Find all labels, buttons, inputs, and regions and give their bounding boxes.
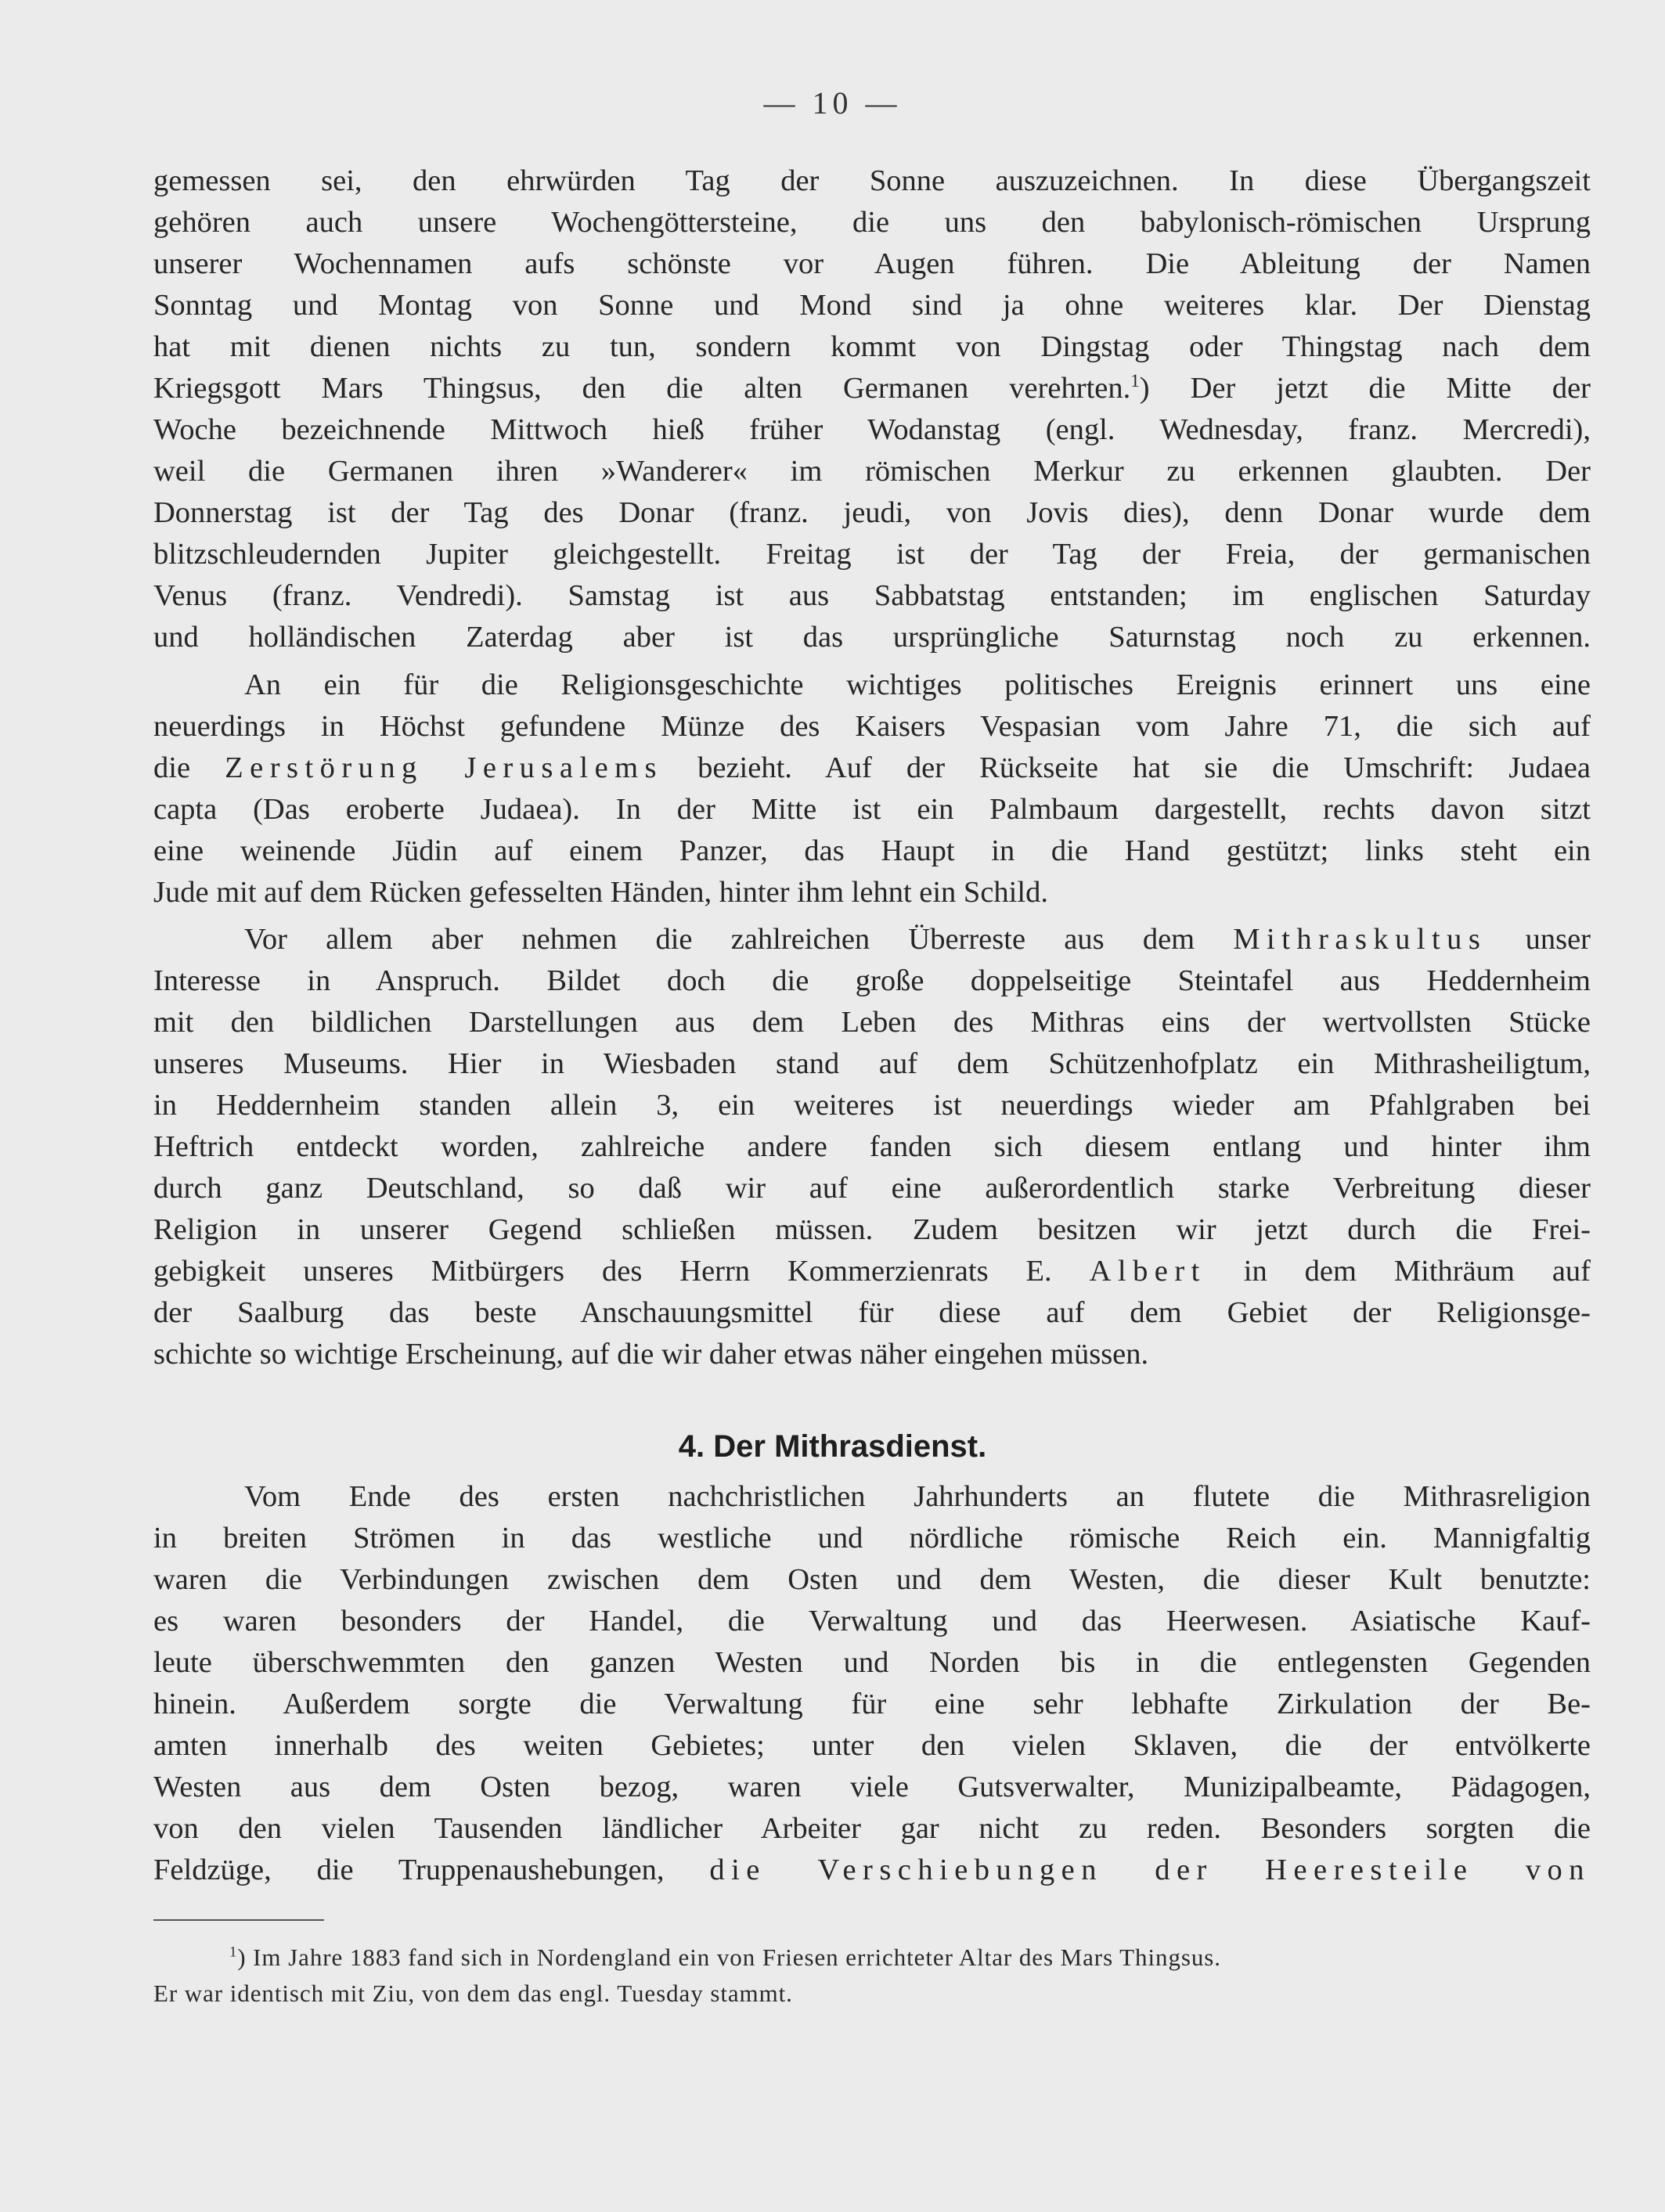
text-line <box>153 1855 1591 1886</box>
text-line: Venus (franz. Vendredi). Samstag ist aus Sabbatstag entstanden; im englischen Saturday <box>153 579 1591 612</box>
text-line: amten innerhalb des weiten Gebietes; unter den vielen Sklaven, die der entvölkerte <box>153 1729 1591 1762</box>
text-line: Jude mit auf dem Rücken gefesselten Händen, hinter ihm lehnt ein Schild. <box>153 876 1048 909</box>
text-segment: bezieht. Auf der Rückseite hat sie die Umschrift: Judaea <box>663 751 1591 784</box>
text-line: Religion in unserer Gegend schließen müssen. Zudem besitzen wir jetzt durch die Frei- <box>153 1213 1591 1246</box>
footnote-line: Er war identisch mit Ziu, von dem das engl. Tuesday stammt. <box>153 1980 793 2007</box>
text-line: gemessen sei, den ehrwürden Tag der Sonne auszuzeichnen. In diese Übergangszeit <box>153 164 1591 197</box>
text-line: capta (Das eroberte Judaea). In der Mitte ist ein Palmbaum dargestellt, rechts davon sitzt <box>153 793 1591 826</box>
text-line: durch ganz Deutschland, so daß wir auf eine außerordentlich starke Verbreitung dieser <box>153 1172 1591 1205</box>
text-line <box>153 370 1591 405</box>
text-line: unseres Museums. Hier in Wiesbaden stand auf dem Schützenhofplatz ein Mithrasheiligtum, <box>153 1047 1591 1080</box>
page-number: — 10 — <box>763 85 902 121</box>
text-segment: ) Der jetzt die Mitte der <box>1139 372 1591 405</box>
text-line <box>244 924 1591 955</box>
text-line <box>153 1256 1591 1287</box>
text-line: Woche bezeichnende Mittwoch hieß früher Wodanstag (engl. Wednesday, franz. Mercredi), <box>153 413 1591 446</box>
text-line: in breiten Strömen in das westliche und nördliche römische Reich ein. Mannigfaltig <box>153 1522 1591 1555</box>
text-line: Vom Ende des ersten nachchristlichen Jahrhunderts an flutete die Mithrasreligion <box>244 1480 1591 1513</box>
text-line: neuerdings in Höchst gefundene Münze des Kaisers Vespasian vom Jahre 71, die sich auf <box>153 710 1591 743</box>
text-segment: Feldzüge, die Truppenaushebungen, <box>153 1854 710 1886</box>
text-segment: unser <box>1487 923 1591 956</box>
text-line: blitzschleudernden Jupiter gleichgestellt. Freitag ist der Tag der Freia, der germanischen <box>153 538 1591 571</box>
text-line: eine weinende Jüdin auf einem Panzer, das Haupt in die Hand gestützt; links steht ein <box>153 834 1591 867</box>
footnote-divider <box>153 1919 324 1921</box>
emphasis-text: Zerstörung Jerusalems <box>225 751 663 784</box>
text-line: von den vielen Tausenden ländlicher Arbeiter gar nicht zu reden. Besonders sorgten die <box>153 1812 1591 1845</box>
text-line <box>153 753 1591 784</box>
text-line: in Heddernheim standen allein 3, ein weiteres ist neuerdings wieder am Pfahlgraben bei <box>153 1089 1591 1122</box>
text-line: Sonntag und Montag von Sonne und Mond sind ja ohne weiteres klar. Der Dienstag <box>153 289 1591 322</box>
text-segment: in dem Mithräum auf <box>1206 1255 1591 1288</box>
text-line: waren die Verbindungen zwischen dem Osten und dem Westen, die dieser Kult benutzte: <box>153 1563 1591 1596</box>
text-line: weil die Germanen ihren »Wanderer« im römischen Merkur zu erkennen glaubten. Der <box>153 455 1591 488</box>
text-line: hat mit dienen nichts zu tun, sondern kommt von Dingstag oder Thingstag nach dem <box>153 330 1591 363</box>
text-line: unserer Wochennamen aufs schönste vor Augen führen. Die Ableitung der Namen <box>153 247 1591 280</box>
text-line: der Saalburg das beste Anschauungsmittel für diese auf dem Gebiet der Religionsge- <box>153 1296 1591 1329</box>
text-line: Westen aus dem Osten bezog, waren viele Gutsverwalter, Munizipalbeamte, Pädagogen, <box>153 1771 1591 1803</box>
section-heading: 4. Der Mithrasdienst. <box>678 1429 987 1464</box>
text-segment: Kriegsgott Mars Thingsus, den die alten Germanen verehrten. <box>153 372 1131 405</box>
text-line: mit den bildlichen Darstellungen aus dem Leben des Mithras eins der wertvollsten Stücke <box>153 1006 1591 1039</box>
text-segment: Vor allem aber nehmen die zahlreichen Überreste aus dem <box>244 923 1234 956</box>
text-line: gehören auch unsere Wochengöttersteine, die uns den babylonisch-römischen Ursprung <box>153 206 1591 239</box>
footnote-line <box>229 1945 1221 1969</box>
text-line: es waren besonders der Handel, die Verwaltung und das Heerwesen. Asiatische Kauf- <box>153 1605 1591 1637</box>
text-line: hinein. Außerdem sorgte die Verwaltung für eine sehr lebhafte Zirkulation der Be- <box>153 1688 1591 1720</box>
text-line: leute überschwemmten den ganzen Westen und Norden bis in die entlegensten Gegenden <box>153 1646 1591 1679</box>
text-line: Heftrich entdeckt worden, zahlreiche andere fanden sich diesem entlang und hinter ihm <box>153 1130 1591 1163</box>
footnote-text: ) Im Jahre 1883 fand sich in Nordengland ein von Friesen errichteter Altar des Mars Thingsus. <box>237 1944 1221 1971</box>
text-line: Donnerstag ist der Tag des Donar (franz. jeudi, von Jovis dies), denn Donar wurde dem <box>153 496 1591 529</box>
text-line: schichte so wichtige Erscheinung, auf die wir daher etwas näher eingehen müssen. <box>153 1338 1149 1371</box>
emphasis-text: Mithraskultus <box>1233 923 1487 956</box>
text-segment: die <box>153 751 225 784</box>
footnote-marker: 1 <box>229 1944 238 1961</box>
text-line: An ein für die Religionsgeschichte wichtiges politisches Ereignis erinnert uns eine <box>244 668 1591 701</box>
text-line: und holländischen Zaterdag aber ist das ursprüngliche Saturnstag noch zu erkennen. <box>153 621 1591 654</box>
footnote-marker[interactable]: 1 <box>1130 370 1140 391</box>
emphasis-text: die Verschiebungen der Heeresteile von <box>709 1854 1591 1886</box>
emphasis-text: Albert <box>1089 1255 1206 1288</box>
text-segment: gebigkeit unseres Mitbürgers des Herrn Kommerzienrats E. <box>153 1255 1090 1288</box>
text-line: Interesse in Anspruch. Bildet doch die große doppelseitige Steintafel aus Heddernheim <box>153 964 1591 997</box>
